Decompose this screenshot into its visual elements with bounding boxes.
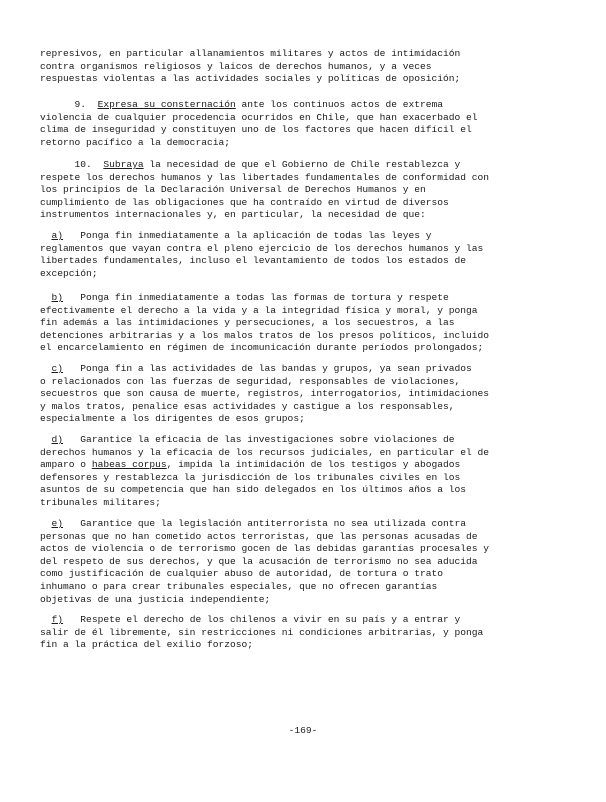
text-line: inhumano o para crear tribunales especiales, que no ofrecen garantías [40,580,438,592]
text-line: del respeto de sus derechos, y que la acusación de terrorismo no sea aducida [40,555,478,567]
paragraph-number: 9. [74,99,98,110]
operative-verb: Expresa su consternación [97,99,236,110]
paragraph-9 [40,99,580,149]
operative-verb: Subraya [103,159,144,170]
item-letter: f) [51,614,64,625]
text-line: fin a la práctica del exilio forzoso; [40,639,254,651]
text-line: violencia de cualquier procedencia ocurridos en Chile, que han exacerbado el [40,111,478,123]
text-line: retorno pacífico a la democracia; [40,136,230,148]
text-line: efectivamente el derecho a la vida y a la integridad física y moral, y ponga [40,304,478,316]
text-line: libertades fundamentales, incluso el levantamiento de todos los estados de [40,255,467,267]
subparagraph-e [40,518,580,606]
text-line: o relacionados con las fuerzas de seguridad, responsables de violaciones, [40,375,461,387]
subparagraph-d [40,434,580,510]
item-letter: a) [51,230,64,241]
paragraph-number: 10. [74,159,104,170]
text-line: contra organismos religiosos y laicos de derechos humanos, y a veces [40,60,432,72]
item-letter: d) [51,434,64,445]
text-line: cumplimiento de las obligaciones que ha contraído en virtud de diversos [40,196,449,208]
text-line: como justificación de cualquier abuso de autoridad, de tortura o trato [40,568,444,580]
subparagraph-a [40,230,580,280]
paragraph-intro [40,48,580,86]
text-line: derechos humanos y la eficacia de los recursos judiciales, en particular el de [40,446,490,458]
text-line: fin además a las intimidaciones y persecuciones, a los secuestros, a las [40,317,455,329]
text-line: y malos tratos, penalice esas actividades y castigue a los responsables, [40,400,455,412]
text-line: instrumentos internacionales y, en particular, la necesidad de que: [40,209,426,221]
text-line: clima de inseguridad y constituyen uno de los factores que hacen difícil el [40,124,472,136]
text-line: el encarcelamiento en régimen de incomunicación durante períodos prolongados; [40,342,484,354]
text-line: represivos, en particular allanamientos militares y actos de intimidación [40,48,461,59]
text-line: reglamentos que vayan contra el pleno ejercicio de los derechos humanos y las [40,242,484,254]
item-letter: b) [51,292,64,303]
text-line: actos de violencia o de terrorismo gocen de las debidas garantías procesales y [40,543,490,555]
text-line: asuntos de su competencia que han sido delegados en los últimos años a los [40,484,467,496]
text-line: d) Garantice la eficacia de las investigaciones sobre violaciones de [51,434,455,445]
text-line: amparo o habeas corpus, impida la intimidación de los testigos y abogados [40,459,461,471]
habeas-corpus-term: habeas corpus [91,459,167,471]
text-line: defensores y restablezca la jurisdicción de los tribunales civiles en los [40,471,461,483]
text-line: tribunales militares; [40,496,161,508]
text-line: salir de él libremente, sin restricciones ni condiciones arbitrarias, y ponga [40,626,484,638]
subparagraph-b [40,292,580,355]
page-number: -169- [288,725,318,736]
text-line: f) Respete el derecho de los chilenos a vivir en su país y a entrar y [51,614,461,625]
text-line: excepción; [40,267,98,279]
text-line: c) Ponga fin a las actividades de las bandas y grupos, ya sean privados [51,363,472,374]
text-line: 10. Subraya la necesidad de que el Gobierno de Chile restablezca y [74,159,461,170]
text-line: los principios de la Declaración Universal de Derechos Humanos y en [40,184,426,196]
text-line: especialmente a los dirigentes de esos grupos; [40,413,305,425]
item-letter: e) [51,518,64,529]
text-line: a) Ponga fin inmediatamente a la aplicación de todas las leyes y [51,230,432,241]
subparagraph-f [40,614,580,652]
text-line: 9. Expresa su consternación ante los continuos actos de extrema [74,99,444,110]
text-line: objetivas de una justicia independiente; [40,593,271,605]
paragraph-10 [40,159,580,222]
text-line: personas que no han cometido actos terroristas, que las personas acusadas de [40,530,478,542]
subparagraph-c [40,363,580,426]
text-line: b) Ponga fin inmediatamente a todas las formas de tortura y respete [51,292,449,303]
text-line: respuestas violentas a las actividades sociales y políticas de oposición; [40,73,461,85]
text-line: secuestros que son causa de muerte, registros, interrogatorios, intimidaciones [40,388,490,400]
text-line: e) Garantice que la legislación antiterrorista no sea utilizada contra [51,518,467,529]
text-line: detenciones arbitrarias y a los malos tratos de los presos políticos, incluido [40,329,490,341]
text-line: respete los derechos humanos y las libertades fundamentales de conformidad con [40,171,490,183]
item-letter: c) [51,363,64,374]
